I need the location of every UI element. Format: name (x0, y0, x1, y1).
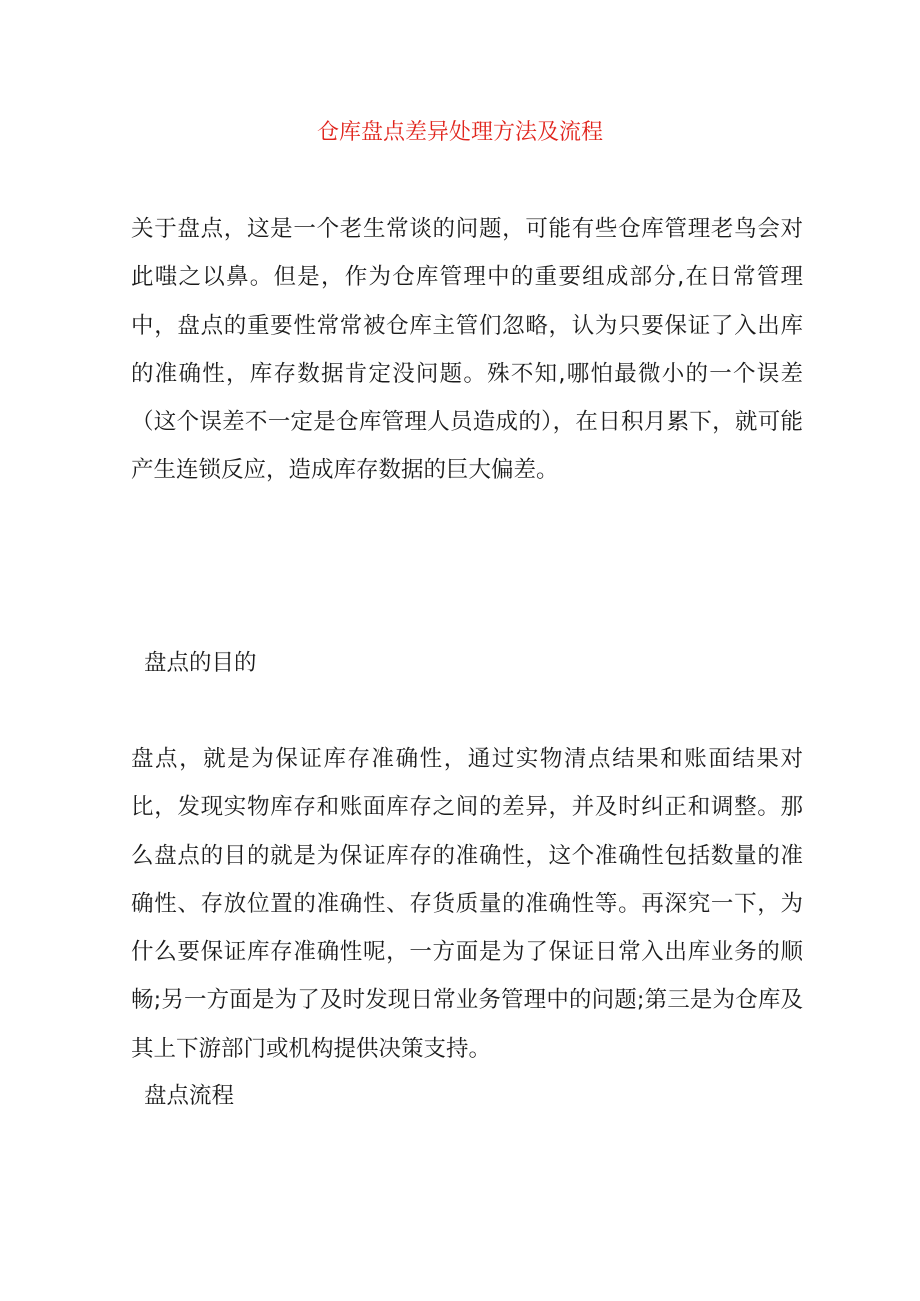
intro-paragraph: 关于盘点，这是一个老生常谈的问题，可能有些仓库管理老鸟会对此嗤之以鼻。但是，作为仓库管理中的重要组成部分,在日常管理中，盘点的重要性常常被仓库主管们忽略，认为只要保证了入出库的准确性，库存数据肯定没问题。殊不知,哪怕最微小的一个误差（这个误差不一定是仓库管理人员造成的），在日积月累下，就可能产生连锁反应，造成库存数据的巨大偏差。 (131, 216, 803, 484)
section-heading-purpose: 盘点的目的 (144, 650, 257, 676)
purpose-paragraph: 盘点，就是为保证库存准确性，通过实物清点结果和账面结果对比，发现实物库存和账面库存之间的差异，并及时纠正和调整。那么盘点的目的就是为保证库存的准确性，这个准确性包括数量的准确性、存放位置的准确性、存货质量的准确性等。再深究一下，为什么要保证库存准确性呢，一方面是为了保证日常入出库业务的顺畅;另一方面是为了及时发现日常业务管理中的问题;第三是为仓库及其上下游部门或机构提供决策支持。 (131, 746, 803, 1062)
document-title: 仓库盘点差异处理方法及流程 (316, 120, 603, 145)
section-heading-process: 盘点流程 (144, 1083, 235, 1109)
